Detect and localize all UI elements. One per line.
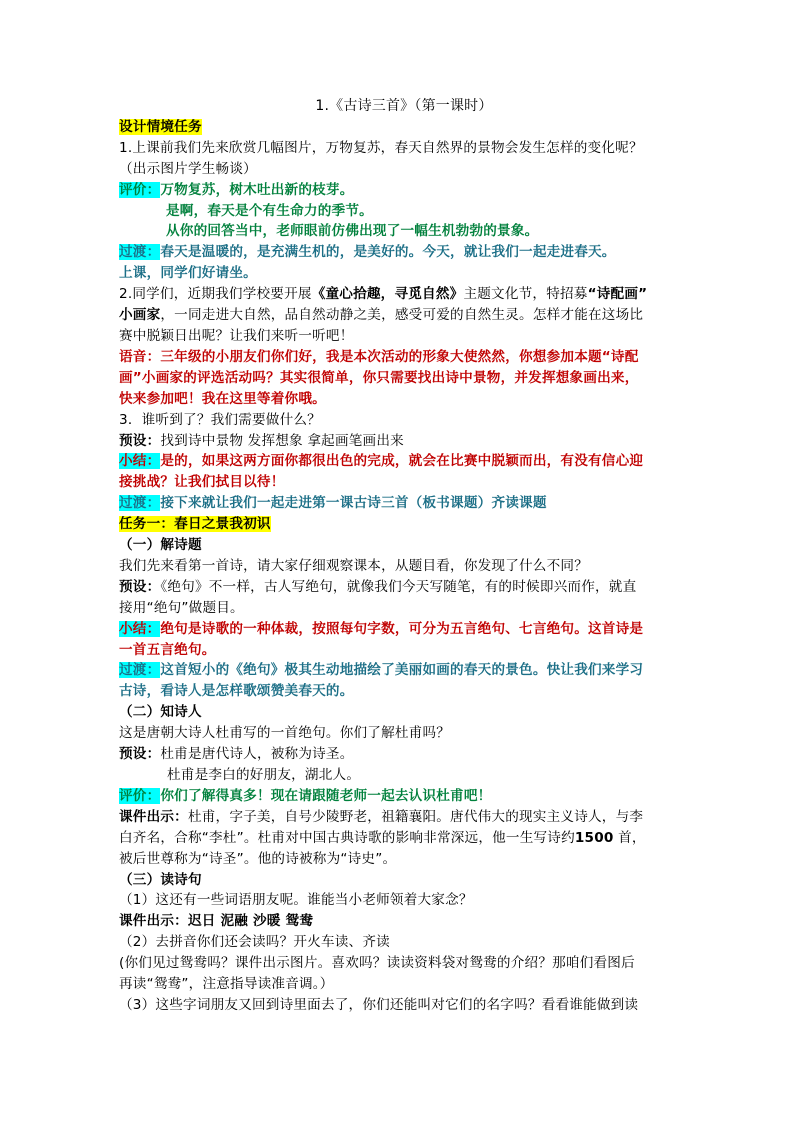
preset-line xyxy=(119,431,689,452)
subsection-heading: （三）读诗句 xyxy=(119,871,202,888)
transition-line: 上课，同学们好请坐。 xyxy=(119,265,257,282)
transition-tag: 过渡： xyxy=(119,244,161,261)
voice-line: 画”小画家的评选活动吗？其实很简单，你只需要找出诗中景物，并发挥想象画出来， xyxy=(119,369,639,386)
summary-tag: 小结： xyxy=(119,453,161,470)
paragraph-line: 1.上课前我们先来欣赏几幅图片，万物复苏，春天自然界的景物会发生怎样的变化呢？ xyxy=(119,139,643,156)
courseware-line xyxy=(119,828,689,849)
summary-line: 接挑战？让我们拭目以待！ xyxy=(119,474,285,491)
transition-line xyxy=(119,660,689,681)
transition-text: 接下来就让我们一起走进第一课古诗三首（板书课题）齐读课题 xyxy=(160,495,547,512)
summary-line: 一首五言绝句。 xyxy=(119,641,216,658)
transition-text: 这首短小的《绝句》极其生动地描绘了美丽如画的春天的景色。快让我们来学习 xyxy=(160,662,644,679)
paragraph-line: （2）去拼音你们还会读吗？开火车读、齐读 xyxy=(119,934,390,951)
paragraph-line: 接用“绝句”做题目。 xyxy=(119,599,244,616)
text-run: 2.同学们，近期我们学校要开展 xyxy=(119,286,312,303)
evaluation-text: 你们了解得真多！现在请跟随老师一起去认识杜甫吧！ xyxy=(160,787,492,804)
subsection-heading: （二）知诗人 xyxy=(119,704,202,721)
transition-tag: 过渡： xyxy=(119,662,161,679)
paragraph-line xyxy=(119,284,689,305)
subsection-heading: （一）解诗题 xyxy=(119,537,202,554)
preset-line: 杜甫是李白的好朋友，湖北人。 xyxy=(167,767,361,783)
preset-label: 预设： xyxy=(119,578,161,595)
transition-line xyxy=(119,242,689,263)
evaluation-tag: 评价： xyxy=(119,181,161,198)
transition-text: 春天是温暖的，是充满生机的，是美好的。今天，就让我们一起走进春天。 xyxy=(160,244,616,261)
paragraph-line xyxy=(119,305,689,326)
transition-tag: 过渡： xyxy=(119,495,161,512)
courseware-line xyxy=(119,911,689,932)
courseware-line xyxy=(119,807,689,828)
evaluation-line xyxy=(119,180,689,201)
courseware-words: 迟日 泥融 沙暖 鸳鸯 xyxy=(187,913,314,930)
text-run-bold: 《童心拾趣，寻觅自然》 xyxy=(311,286,464,303)
courseware-label: 课件出示： xyxy=(119,808,188,825)
evaluation-text: 万物复苏，树木吐出新的枝芽。 xyxy=(160,181,354,198)
summary-tag: 小结： xyxy=(119,620,161,637)
preset-text: 杜甫是唐代诗人，被称为诗圣。 xyxy=(160,746,354,763)
voice-line: 快来参加吧！我在这里等着你哦。 xyxy=(119,390,326,407)
paragraph-line: 再读“鸳鸯”，注意指导读准音调。） xyxy=(119,976,334,993)
preset-text: 《绝句》不一样，古人写绝句，就像我们今天写随笔，有的时候即兴而作，就直 xyxy=(160,578,637,595)
evaluation-line: 是啊，春天是个有生命力的季节。 xyxy=(166,202,373,219)
paragraph-line: (你们见过鸳鸯吗？课件出示图片。喜欢吗？读读资料袋对鸳鸯的介绍？那咱们看图后 xyxy=(119,955,635,972)
evaluation-line: 从你的回答当中，老师眼前仿佛出现了一幅生机勃勃的景象。 xyxy=(166,223,539,240)
paragraph-line: 我们先来看第一首诗，请大家仔细观察课本，从题目看，你发现了什么不同？ xyxy=(119,557,588,574)
text-run: 主题文化节，特招募 xyxy=(463,286,588,303)
question-line: 3．谁听到了？我们需要做什么？ xyxy=(119,411,321,428)
summary-text: 绝句是诗歌的一种体裁，按照每句字数，可分为五言绝句、七言绝句。这首诗是 xyxy=(160,620,644,637)
evaluation-tag: 评价： xyxy=(119,787,161,804)
page-title: 1.《古诗三首》（第一课时） xyxy=(315,98,493,114)
voice-line: 语音：三年级的小朋友们你们好，我是本次活动的形象大使然然，你想参加本题“诗配 xyxy=(119,348,639,365)
courseware-label: 课件出示： xyxy=(119,913,188,930)
summary-line xyxy=(119,619,689,640)
task-heading-line xyxy=(119,514,689,535)
transition-line xyxy=(119,493,689,514)
summary-line xyxy=(119,451,689,472)
document-page xyxy=(119,96,689,1016)
paragraph-line: 赛中脱颖日出呢？让我们来听一听吧！ xyxy=(119,327,354,344)
courseware-line: 被后世尊称为“诗圣”。他的诗被称为“诗史”。 xyxy=(119,850,397,867)
courseware-text: 首， xyxy=(618,829,646,846)
preset-label: 预设： xyxy=(119,746,161,763)
section-heading-line xyxy=(119,117,689,138)
courseware-text: 白齐名，合称“李杜”。杜甫对中国古典诗歌的影响非常深远，他一生写诗约 xyxy=(119,829,575,846)
preset-line xyxy=(119,577,689,598)
paragraph-line: （3）这些字词朋友又回到诗里面去了，你们还能叫对它们的名字吗？看看谁能做到读 xyxy=(119,996,639,1013)
evaluation-line xyxy=(119,786,689,807)
paragraph-line: 这是唐朝大诗人杜甫写的一首绝句。你们了解杜甫吗？ xyxy=(119,725,451,742)
preset-line xyxy=(119,744,689,765)
text-run-bold: 小画家 xyxy=(119,307,161,324)
section-heading: 设计情境任务 xyxy=(119,118,202,135)
paragraph-line: （1）这还有一些词语朋友呢。谁能当小老师领着大家念？ xyxy=(119,892,473,909)
preset-text: 找到诗中景物 发挥想象 拿起画笔画出来 xyxy=(160,432,404,449)
text-run: ，一同走进大自然，品自然动静之美，感受可爱的自然生灵。怎样才能在这场比 xyxy=(160,307,644,324)
preset-label: 预设： xyxy=(119,432,161,449)
courseware-number: 1500 xyxy=(574,829,614,846)
paragraph-line: （出示图片学生畅谈） xyxy=(119,160,257,177)
courseware-text: 杜甫，字子美，自号少陵野老，祖籍襄阳。唐代伟大的现实主义诗人，与李 xyxy=(187,808,644,825)
transition-line: 古诗，看诗人是怎样歌颂赞美春天的。 xyxy=(119,683,354,700)
task-heading: 任务一：春日之景我初识 xyxy=(119,516,271,533)
text-run-bold: “诗配画” xyxy=(587,286,648,303)
summary-text: 是的，如果这两方面你都很出色的完成，就会在比赛中脱颖而出，有没有信心迎 xyxy=(160,453,644,470)
